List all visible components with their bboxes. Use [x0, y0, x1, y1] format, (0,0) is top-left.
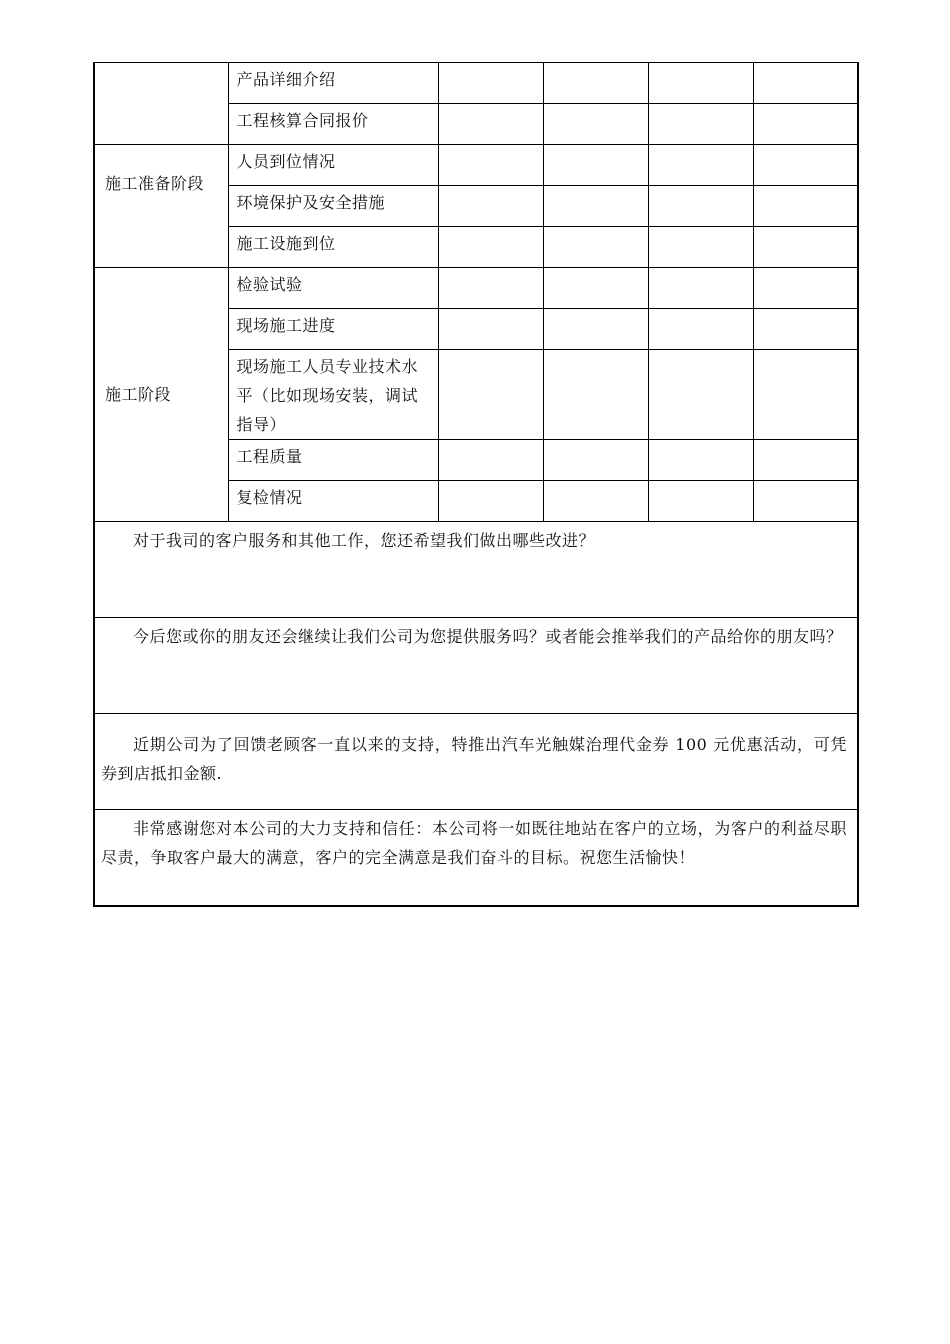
table-row: [94, 63, 858, 104]
item-cell: 产品详细介绍: [228, 63, 438, 104]
rating-cell[interactable]: [438, 227, 543, 268]
table-row: [94, 714, 858, 810]
item-cell: 环境保护及安全措施: [228, 186, 438, 227]
rating-cell[interactable]: [753, 481, 858, 522]
rating-cell[interactable]: [438, 186, 543, 227]
item-cell: 现场施工人员专业技术水平（比如现场安装，调试指导）: [228, 350, 438, 440]
rating-cell[interactable]: [543, 227, 648, 268]
rating-cell[interactable]: [753, 350, 858, 440]
rating-cell[interactable]: [648, 227, 753, 268]
rating-cell[interactable]: [648, 350, 753, 440]
rating-cell[interactable]: [753, 145, 858, 186]
rating-cell[interactable]: [543, 145, 648, 186]
rating-cell[interactable]: [648, 186, 753, 227]
item-cell: 检验试验: [228, 268, 438, 309]
stage-cell-construction: 施工阶段: [94, 268, 228, 522]
rating-cell[interactable]: [753, 268, 858, 309]
rating-cell[interactable]: [543, 268, 648, 309]
rating-cell[interactable]: [543, 104, 648, 145]
table-row: [94, 522, 858, 618]
table-row: [94, 810, 858, 906]
improvement-question[interactable]: 对于我司的客户服务和其他工作，您还希望我们做出哪些改进？: [94, 522, 858, 618]
rating-cell[interactable]: [438, 63, 543, 104]
rating-cell[interactable]: [648, 268, 753, 309]
rating-cell[interactable]: [438, 104, 543, 145]
item-cell: 现场施工进度: [228, 309, 438, 350]
table-row: [94, 268, 858, 309]
rating-cell[interactable]: [543, 309, 648, 350]
rating-cell[interactable]: [648, 440, 753, 481]
rating-cell[interactable]: [438, 481, 543, 522]
rating-cell[interactable]: [753, 309, 858, 350]
stage-cell-preparation: 施工准备阶段: [94, 145, 228, 268]
rating-cell[interactable]: [753, 186, 858, 227]
referral-question[interactable]: 今后您或你的朋友还会继续让我们公司为您提供服务吗？或者能会推举我们的产品给你的朋友吗？: [94, 618, 858, 714]
rating-cell[interactable]: [543, 481, 648, 522]
rating-cell[interactable]: [543, 186, 648, 227]
thanks-message: 非常感谢您对本公司的大力支持和信任：本公司将一如既往地站在客户的立场，为客户的利益尽职尽责，争取客户最大的满意，客户的完全满意是我们奋斗的目标。祝您生活愉快！: [94, 810, 858, 906]
rating-cell[interactable]: [648, 104, 753, 145]
rating-cell[interactable]: [753, 440, 858, 481]
rating-cell[interactable]: [753, 63, 858, 104]
rating-cell[interactable]: [543, 440, 648, 481]
item-cell: 人员到位情况: [228, 145, 438, 186]
rating-cell[interactable]: [753, 104, 858, 145]
rating-cell[interactable]: [648, 481, 753, 522]
survey-table: [93, 62, 859, 907]
rating-cell[interactable]: [438, 440, 543, 481]
rating-cell[interactable]: [648, 145, 753, 186]
rating-cell[interactable]: [543, 350, 648, 440]
item-cell: 工程质量: [228, 440, 438, 481]
table-row: [94, 145, 858, 186]
rating-cell[interactable]: [438, 350, 543, 440]
rating-cell[interactable]: [438, 145, 543, 186]
rating-cell[interactable]: [543, 63, 648, 104]
item-cell: 工程核算合同报价: [228, 104, 438, 145]
stage-cell-continued: [94, 63, 228, 145]
rating-cell[interactable]: [648, 63, 753, 104]
rating-cell[interactable]: [753, 227, 858, 268]
rating-cell[interactable]: [438, 309, 543, 350]
promotion-notice: 近期公司为了回馈老顾客一直以来的支持，特推出汽车光触媒治理代金券 100 元优惠活动，可凭券到店抵扣金额.: [94, 714, 858, 810]
table-row: [94, 618, 858, 714]
rating-cell[interactable]: [438, 268, 543, 309]
survey-sheet: [93, 62, 857, 907]
rating-cell[interactable]: [648, 309, 753, 350]
item-cell: 复检情况: [228, 481, 438, 522]
item-cell: 施工设施到位: [228, 227, 438, 268]
